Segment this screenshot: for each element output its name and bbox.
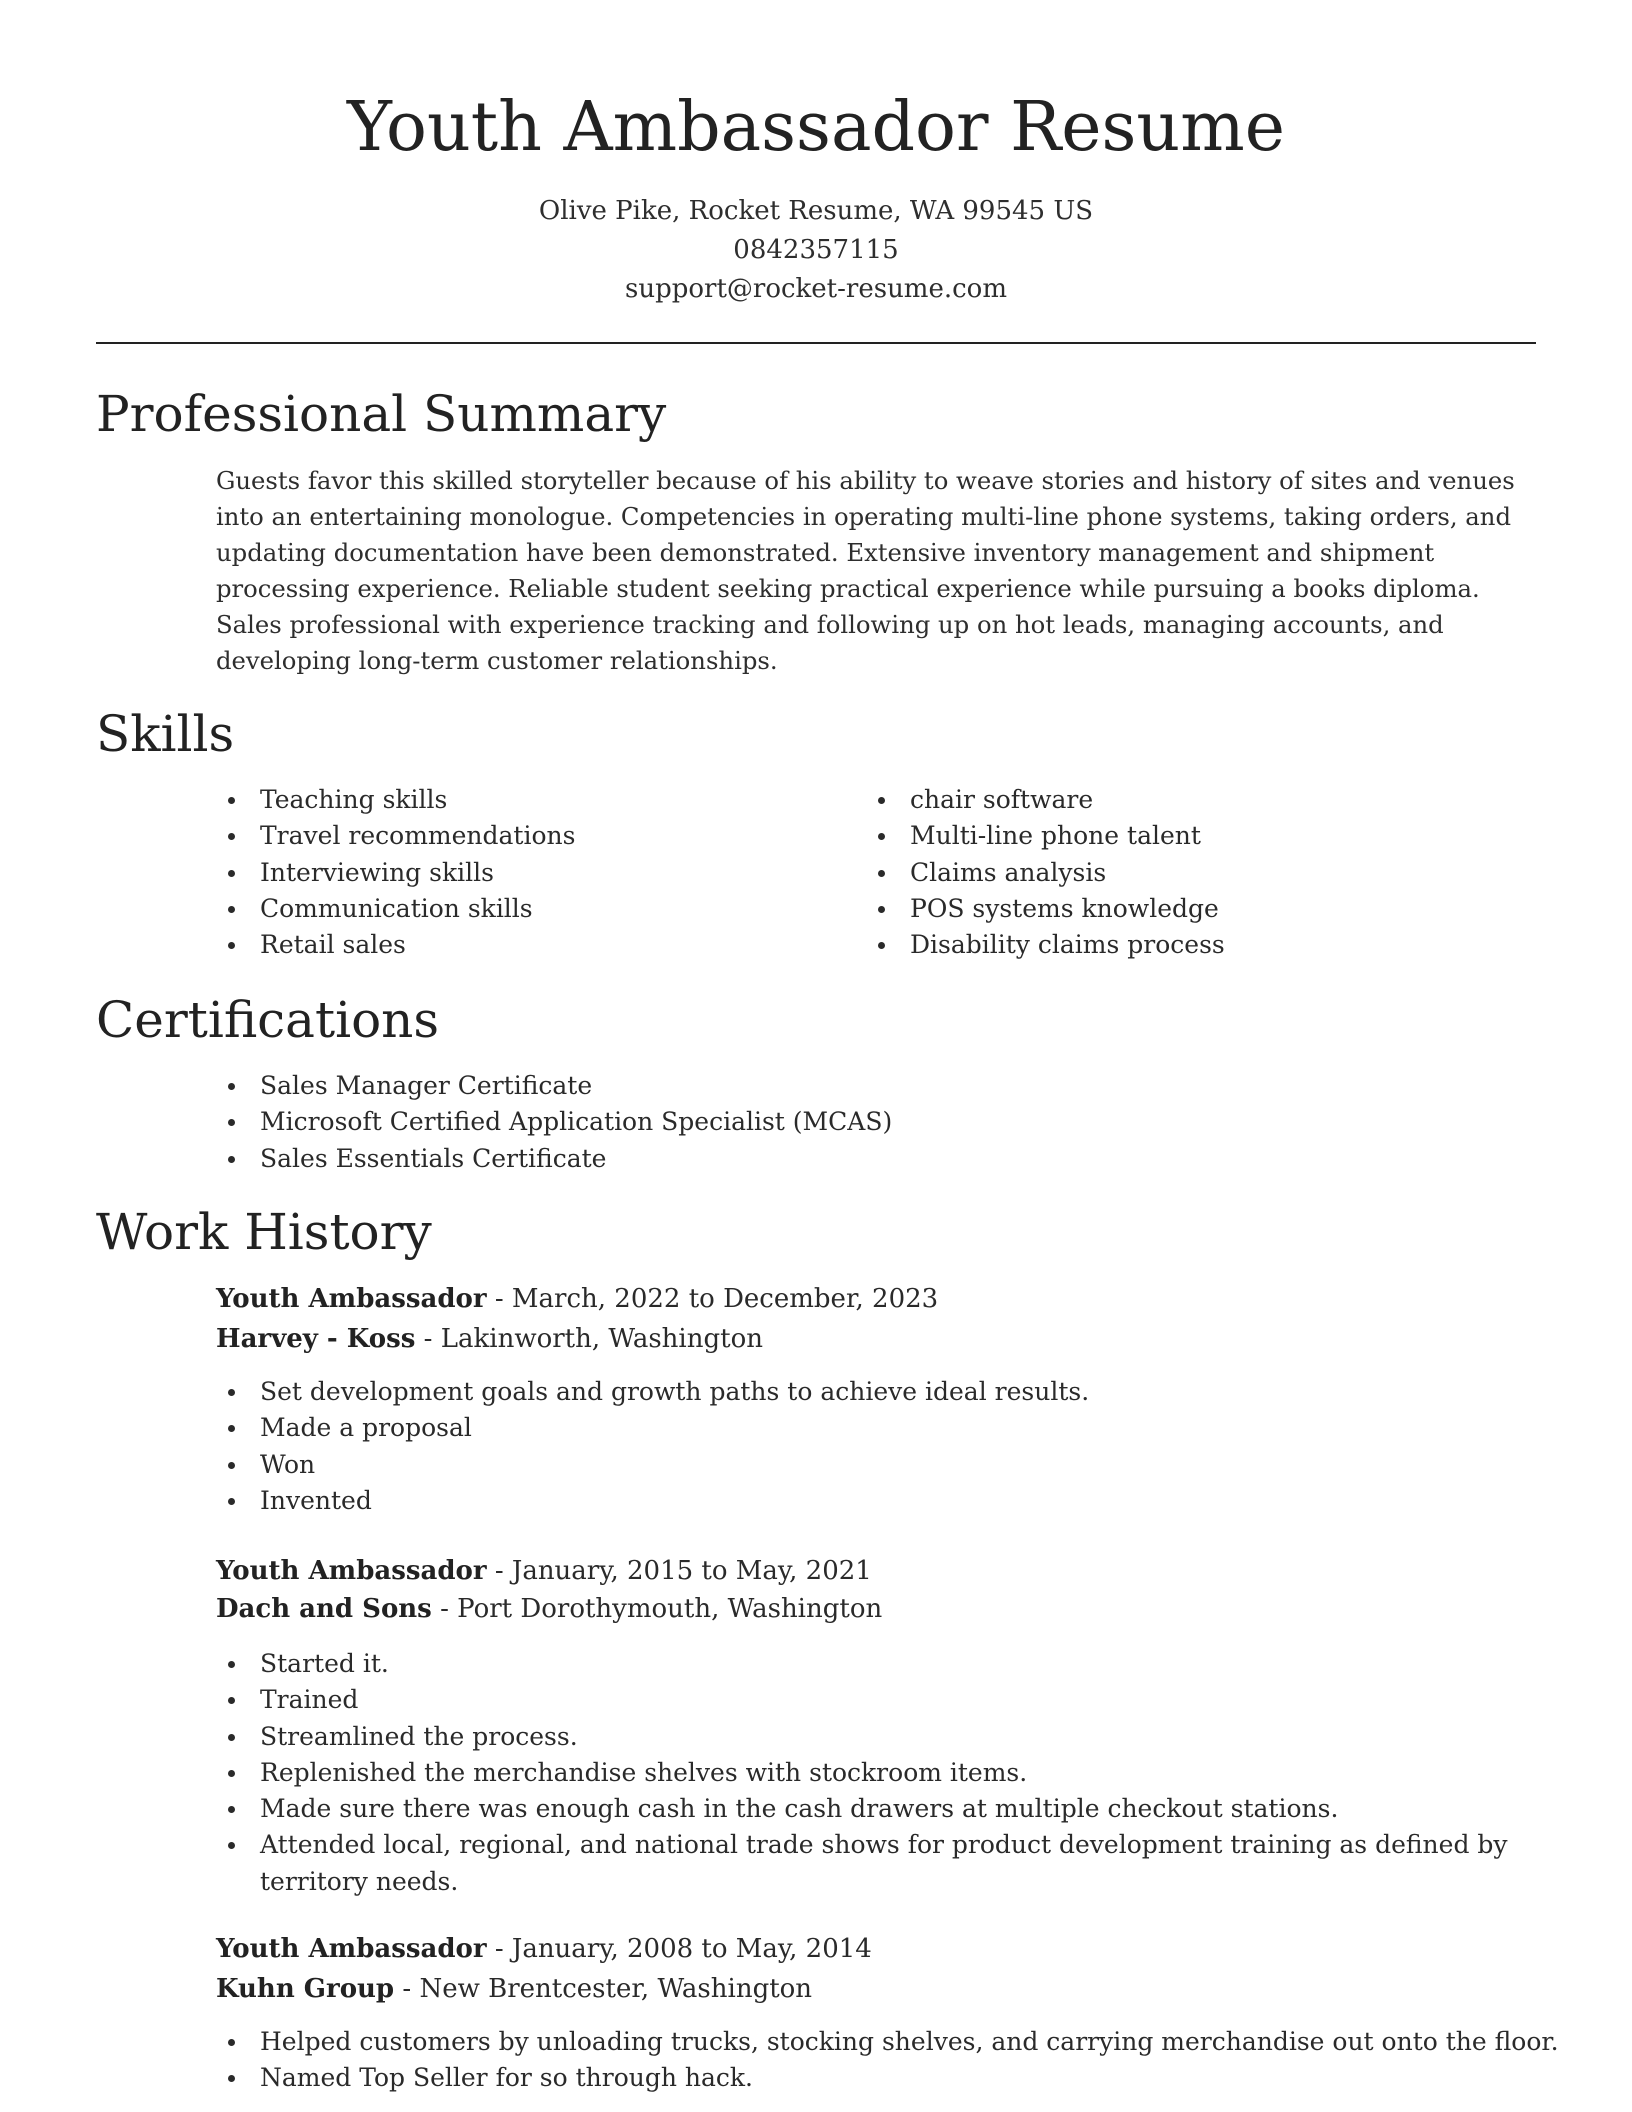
job-separator: - [440,1594,458,1624]
job-company: Kuhn Group [216,1974,395,2004]
skill-item: Interviewing skills [216,855,856,891]
job-bullet: Made sure there was enough cash in the cash drawers at multiple checkout stations. [216,1791,1536,1827]
job-dates: January, 2015 to May, 2021 [511,1556,872,1586]
job-bullet: Started it. [216,1646,1536,1682]
certifications-heading: Certifications [96,991,440,1049]
skills-heading: Skills [96,705,235,763]
job-bullet: Won [216,1447,1536,1483]
job-location: Lakinworth, Washington [440,1324,763,1354]
job-title: Youth Ambassador [216,1934,487,1964]
job-title-line [216,1930,872,1969]
skill-item: Teaching skills [216,782,856,818]
job-bullet: Set development goals and growth paths to achieve ideal results. [216,1374,1536,1410]
certification-item: Microsoft Certified Application Specialist (MCAS) [216,1104,1536,1140]
job-location: New Brentcester, Washington [419,1974,813,2004]
skill-item: Claims analysis [866,855,1506,891]
skill-item: Retail sales [216,927,856,963]
job-bullet: Named Top Seller for so through hack. [216,2060,1536,2096]
certification-item: Sales Manager Certificate [216,1068,1536,1104]
job-bullet: Attended local, regional, and national trade shows for product development training as defined by territory needs. [216,1827,1536,1900]
job-bullets [216,1374,1536,1519]
job-bullet: Made a proposal [216,1410,1536,1446]
work-history-heading: Work History [96,1203,432,1261]
summary-text: Guests favor this skilled storyteller because of his ability to weave stories and history of sites and venues into an entertaining monologue. Competencies in operating multi-line phone systems, taking orders, and updating documentation have been demonstrated. Extensive inventory management and shipment processing experience. Reliable student seeking practical experience while pursuing a books diploma. Sales professional with experience tracking and following up on hot leads, managing accounts, and developing long-term customer relationships. [216,466,1515,675]
summary-heading: Professional Summary [96,385,667,443]
contact-address: Olive Pike, Rocket Resume, WA 99545 US [538,196,1094,226]
job-separator: - [423,1324,441,1354]
header-divider [96,342,1536,344]
job-bullet: Streamlined the process. [216,1719,1536,1755]
resume-title: Youth Ambassador Resume [347,88,1285,167]
job-location: Port Dorothymouth, Washington [457,1594,883,1624]
job-company: Harvey - Koss [216,1324,416,1354]
job-bullets [216,1646,1536,1900]
job-bullet: Helped customers by unloading trucks, stocking shelves, and carrying merchandise out onto the floor. [216,2024,1536,2060]
job-company-line [216,1970,812,2009]
job-company-line [216,1320,763,1359]
job-separator: - [494,1934,512,1964]
job-separator: - [494,1284,512,1314]
job-separator: - [402,1974,420,2004]
contact-phone: 0842357115 [733,235,899,265]
contact-email: support@rocket-resume.com [624,274,1007,304]
skills-list-left [216,782,856,963]
job-bullet: Trained [216,1682,1536,1718]
skill-item: Travel recommendations [216,818,856,854]
certifications-list [216,1068,1536,1177]
job-separator: - [494,1556,512,1586]
job-company-line [216,1590,882,1629]
job-bullets [216,2024,1559,2097]
skill-item: POS systems knowledge [866,891,1506,927]
job-title: Youth Ambassador [216,1556,487,1586]
job-bullet: Replenished the merchandise shelves with stockroom items. [216,1755,1536,1791]
contact-block [0,192,1632,309]
skill-item: Multi-line phone talent [866,818,1506,854]
certification-item: Sales Essentials Certificate [216,1141,1536,1177]
job-title: Youth Ambassador [216,1284,487,1314]
job-title-line [216,1280,938,1319]
skill-item: Disability claims process [866,927,1506,963]
skill-item: Communication skills [216,891,856,927]
job-dates: January, 2008 to May, 2014 [511,1934,872,1964]
job-bullet: Invented [216,1483,1536,1519]
job-dates: March, 2022 to December, 2023 [511,1284,939,1314]
job-title-line [216,1552,872,1591]
skills-list-right [866,782,1506,963]
job-company: Dach and Sons [216,1594,432,1624]
skill-item: chair software [866,782,1506,818]
